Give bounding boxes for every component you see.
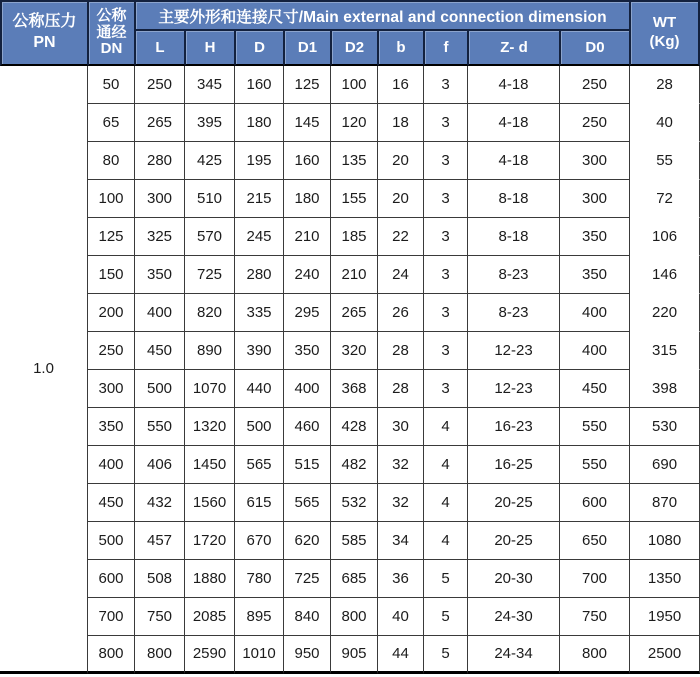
cell-d: 180 xyxy=(235,104,284,142)
cell-d0: 550 xyxy=(560,408,630,446)
cell-d2: 135 xyxy=(331,142,378,180)
header-dn-line3: DN xyxy=(100,40,123,58)
cell-h: 395 xyxy=(185,104,235,142)
cell-h: 1450 xyxy=(185,446,235,484)
table-row xyxy=(0,332,700,370)
cell-f: 5 xyxy=(424,560,468,598)
cell-d: 780 xyxy=(235,560,284,598)
cell-l: 450 xyxy=(135,332,185,370)
header-col-b: b xyxy=(378,30,424,66)
pn-value-cell: 1.0 xyxy=(0,66,88,674)
cell-d0: 350 xyxy=(560,218,630,256)
cell-z-d: 8-18 xyxy=(468,180,560,218)
cell-l: 350 xyxy=(135,256,185,294)
header-pn xyxy=(0,0,88,66)
cell-b: 44 xyxy=(378,636,424,674)
cell-d0: 450 xyxy=(560,370,630,408)
cell-d: 615 xyxy=(235,484,284,522)
cell-d: 245 xyxy=(235,218,284,256)
cell-d2: 532 xyxy=(331,484,378,522)
cell-l: 300 xyxy=(135,180,185,218)
cell-dn: 100 xyxy=(88,180,135,218)
cell-z-d: 12-23 xyxy=(468,332,560,370)
cell-b: 30 xyxy=(378,408,424,446)
cell-d1: 840 xyxy=(284,598,331,636)
table-row xyxy=(0,180,700,218)
header-wt xyxy=(630,0,700,66)
cell-f: 4 xyxy=(424,408,468,446)
cell-b: 24 xyxy=(378,256,424,294)
cell-dn: 400 xyxy=(88,446,135,484)
cell-d2: 100 xyxy=(331,66,378,104)
cell-dn: 500 xyxy=(88,522,135,560)
cell-dn: 800 xyxy=(88,636,135,674)
cell-f: 3 xyxy=(424,370,468,408)
cell-d: 440 xyxy=(235,370,284,408)
cell-wt: 690 xyxy=(630,446,700,484)
cell-wt: 146 xyxy=(630,256,700,294)
table-row xyxy=(0,66,700,104)
cell-dn: 250 xyxy=(88,332,135,370)
header-dn-line2: 通经 xyxy=(96,23,127,41)
cell-d2: 585 xyxy=(331,522,378,560)
cell-dn: 350 xyxy=(88,408,135,446)
cell-h: 1070 xyxy=(185,370,235,408)
cell-wt: 1950 xyxy=(630,598,700,636)
cell-d1: 125 xyxy=(284,66,331,104)
cell-h: 1560 xyxy=(185,484,235,522)
cell-d1: 210 xyxy=(284,218,331,256)
cell-z-d: 8-18 xyxy=(468,218,560,256)
table-row xyxy=(0,408,700,446)
header-col-h: H xyxy=(185,30,235,66)
cell-z-d: 4-18 xyxy=(468,104,560,142)
cell-z-d: 20-25 xyxy=(468,484,560,522)
header-dn xyxy=(88,0,135,66)
cell-d1: 620 xyxy=(284,522,331,560)
cell-d1: 565 xyxy=(284,484,331,522)
cell-h: 890 xyxy=(185,332,235,370)
cell-d0: 300 xyxy=(560,180,630,218)
cell-d2: 265 xyxy=(331,294,378,332)
header-col-f: f xyxy=(424,30,468,66)
cell-f: 4 xyxy=(424,446,468,484)
cell-d: 565 xyxy=(235,446,284,484)
cell-d2: 210 xyxy=(331,256,378,294)
cell-b: 36 xyxy=(378,560,424,598)
cell-d: 1010 xyxy=(235,636,284,674)
cell-d: 670 xyxy=(235,522,284,560)
cell-d1: 180 xyxy=(284,180,331,218)
cell-h: 1880 xyxy=(185,560,235,598)
cell-h: 725 xyxy=(185,256,235,294)
cell-l: 457 xyxy=(135,522,185,560)
cell-wt: 398 xyxy=(630,370,700,408)
cell-d0: 550 xyxy=(560,446,630,484)
cell-h: 1720 xyxy=(185,522,235,560)
cell-h: 510 xyxy=(185,180,235,218)
header-pn-en: PN xyxy=(33,34,56,51)
cell-wt: 220 xyxy=(630,294,700,332)
cell-dn: 125 xyxy=(88,218,135,256)
header-col-z-d: Z- d xyxy=(468,30,560,66)
cell-b: 20 xyxy=(378,180,424,218)
cell-d0: 250 xyxy=(560,66,630,104)
cell-d2: 185 xyxy=(331,218,378,256)
cell-d0: 750 xyxy=(560,598,630,636)
cell-dn: 300 xyxy=(88,370,135,408)
cell-d2: 685 xyxy=(331,560,378,598)
cell-d0: 800 xyxy=(560,636,630,674)
cell-f: 3 xyxy=(424,256,468,294)
cell-d2: 428 xyxy=(331,408,378,446)
cell-d1: 160 xyxy=(284,142,331,180)
cell-wt: 1080 xyxy=(630,522,700,560)
header-pn-cn: 公称压力 xyxy=(12,13,77,31)
header-row-main xyxy=(0,0,700,30)
table-row xyxy=(0,522,700,560)
cell-d0: 350 xyxy=(560,256,630,294)
cell-d2: 368 xyxy=(331,370,378,408)
header-col-d2: D2 xyxy=(331,30,378,66)
cell-l: 500 xyxy=(135,370,185,408)
cell-z-d: 20-25 xyxy=(468,522,560,560)
cell-d: 390 xyxy=(235,332,284,370)
cell-dn: 80 xyxy=(88,142,135,180)
cell-wt: 315 xyxy=(630,332,700,370)
cell-h: 1320 xyxy=(185,408,235,446)
cell-z-d: 8-23 xyxy=(468,256,560,294)
table-row xyxy=(0,142,700,180)
header-col-l: L xyxy=(135,30,185,66)
cell-l: 280 xyxy=(135,142,185,180)
cell-z-d: 20-30 xyxy=(468,560,560,598)
cell-d0: 700 xyxy=(560,560,630,598)
cell-f: 5 xyxy=(424,636,468,674)
cell-h: 570 xyxy=(185,218,235,256)
cell-b: 18 xyxy=(378,104,424,142)
cell-wt: 1350 xyxy=(630,560,700,598)
cell-h: 2590 xyxy=(185,636,235,674)
cell-f: 4 xyxy=(424,522,468,560)
cell-d: 895 xyxy=(235,598,284,636)
cell-f: 3 xyxy=(424,66,468,104)
cell-l: 800 xyxy=(135,636,185,674)
cell-d2: 320 xyxy=(331,332,378,370)
cell-d1: 515 xyxy=(284,446,331,484)
header-dn-line1: 公称 xyxy=(96,6,127,24)
cell-d1: 295 xyxy=(284,294,331,332)
cell-d: 280 xyxy=(235,256,284,294)
cell-wt: 40 xyxy=(630,104,700,142)
cell-b: 34 xyxy=(378,522,424,560)
table-row xyxy=(0,256,700,294)
cell-l: 550 xyxy=(135,408,185,446)
header-wt-label: WT xyxy=(652,14,677,32)
cell-z-d: 24-34 xyxy=(468,636,560,674)
cell-f: 4 xyxy=(424,484,468,522)
cell-f: 5 xyxy=(424,598,468,636)
cell-wt: 106 xyxy=(630,218,700,256)
cell-l: 508 xyxy=(135,560,185,598)
cell-d: 335 xyxy=(235,294,284,332)
cell-dn: 700 xyxy=(88,598,135,636)
cell-dn: 65 xyxy=(88,104,135,142)
cell-wt: 72 xyxy=(630,180,700,218)
header-main-title: 主要外形和连接尺寸/Main external and connection dimension xyxy=(135,0,630,30)
cell-wt: 28 xyxy=(630,66,700,104)
header-col-d1: D1 xyxy=(284,30,331,66)
cell-z-d: 4-18 xyxy=(468,66,560,104)
cell-b: 28 xyxy=(378,332,424,370)
cell-d1: 350 xyxy=(284,332,331,370)
cell-dn: 600 xyxy=(88,560,135,598)
cell-d0: 300 xyxy=(560,142,630,180)
cell-d: 160 xyxy=(235,66,284,104)
cell-b: 16 xyxy=(378,66,424,104)
cell-z-d: 4-18 xyxy=(468,142,560,180)
table-row xyxy=(0,218,700,256)
cell-z-d: 16-23 xyxy=(468,408,560,446)
cell-d0: 400 xyxy=(560,294,630,332)
cell-h: 425 xyxy=(185,142,235,180)
cell-l: 750 xyxy=(135,598,185,636)
table-row xyxy=(0,636,700,674)
cell-b: 32 xyxy=(378,446,424,484)
cell-l: 406 xyxy=(135,446,185,484)
cell-f: 3 xyxy=(424,104,468,142)
cell-z-d: 24-30 xyxy=(468,598,560,636)
cell-d2: 482 xyxy=(331,446,378,484)
cell-wt: 2500 xyxy=(630,636,700,674)
cell-d0: 600 xyxy=(560,484,630,522)
cell-d1: 240 xyxy=(284,256,331,294)
cell-z-d: 12-23 xyxy=(468,370,560,408)
cell-f: 3 xyxy=(424,294,468,332)
header-wt-unit: (Kg) xyxy=(649,33,680,50)
cell-wt: 55 xyxy=(630,142,700,180)
cell-b: 28 xyxy=(378,370,424,408)
cell-f: 3 xyxy=(424,180,468,218)
header-col-d0: D0 xyxy=(560,30,630,66)
cell-f: 3 xyxy=(424,332,468,370)
cell-d: 195 xyxy=(235,142,284,180)
cell-d2: 800 xyxy=(331,598,378,636)
cell-b: 20 xyxy=(378,142,424,180)
cell-l: 265 xyxy=(135,104,185,142)
table-row xyxy=(0,104,700,142)
cell-d0: 400 xyxy=(560,332,630,370)
table-row xyxy=(0,560,700,598)
cell-d1: 145 xyxy=(284,104,331,142)
cell-d2: 120 xyxy=(331,104,378,142)
cell-h: 345 xyxy=(185,66,235,104)
cell-d2: 155 xyxy=(331,180,378,218)
cell-d1: 460 xyxy=(284,408,331,446)
cell-wt: 530 xyxy=(630,408,700,446)
cell-z-d: 8-23 xyxy=(468,294,560,332)
cell-h: 820 xyxy=(185,294,235,332)
cell-d1: 950 xyxy=(284,636,331,674)
cell-dn: 200 xyxy=(88,294,135,332)
cell-b: 22 xyxy=(378,218,424,256)
cell-l: 400 xyxy=(135,294,185,332)
cell-d2: 905 xyxy=(331,636,378,674)
cell-d: 215 xyxy=(235,180,284,218)
table-row xyxy=(0,446,700,484)
table-row xyxy=(0,294,700,332)
table-row xyxy=(0,598,700,636)
cell-l: 432 xyxy=(135,484,185,522)
cell-f: 3 xyxy=(424,142,468,180)
cell-d0: 650 xyxy=(560,522,630,560)
header-col-d: D xyxy=(235,30,284,66)
cell-dn: 450 xyxy=(88,484,135,522)
cell-b: 32 xyxy=(378,484,424,522)
cell-l: 325 xyxy=(135,218,185,256)
cell-d: 500 xyxy=(235,408,284,446)
table-row xyxy=(0,370,700,408)
cell-dn: 50 xyxy=(88,66,135,104)
cell-z-d: 16-25 xyxy=(468,446,560,484)
cell-dn: 150 xyxy=(88,256,135,294)
cell-wt: 870 xyxy=(630,484,700,522)
cell-d1: 400 xyxy=(284,370,331,408)
cell-b: 26 xyxy=(378,294,424,332)
cell-h: 2085 xyxy=(185,598,235,636)
cell-f: 3 xyxy=(424,218,468,256)
cell-d1: 725 xyxy=(284,560,331,598)
table-row xyxy=(0,484,700,522)
cell-b: 40 xyxy=(378,598,424,636)
cell-d0: 250 xyxy=(560,104,630,142)
cell-l: 250 xyxy=(135,66,185,104)
